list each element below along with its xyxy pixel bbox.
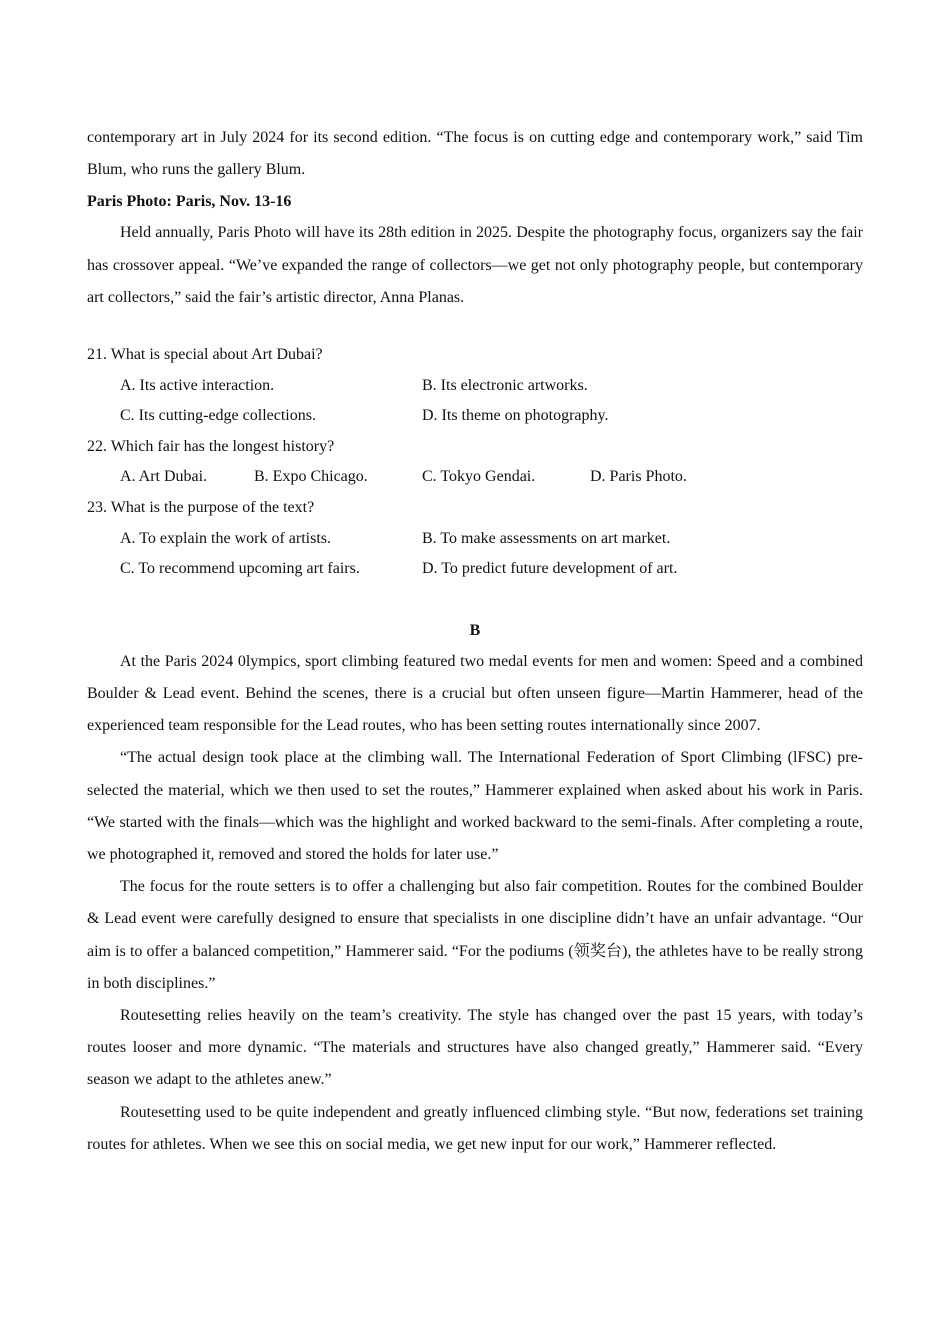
option-22-a: A. Art Dubai. bbox=[120, 468, 208, 486]
paris-photo-heading: Paris Photo: Paris, Nov. 13-16 bbox=[87, 193, 292, 211]
option-22-d: D. Paris Photo. bbox=[590, 468, 687, 486]
option-21-a: A. Its active interaction. bbox=[120, 376, 275, 394]
intro-paragraph: contemporary art in July 2024 for its second edition. “The focus is on cutting edge and contemporary work,” said Tim Blum, who runs the gallery Blum. bbox=[87, 129, 863, 179]
option-23-a: A. To explain the work of artists. bbox=[120, 529, 331, 547]
question-22-options-row bbox=[87, 462, 863, 493]
questions bbox=[87, 340, 863, 585]
document-page bbox=[87, 122, 863, 1161]
option-22-c: C. Tokyo Gendai. bbox=[422, 468, 536, 486]
question-21-options-row-1 bbox=[87, 371, 863, 402]
paris-photo-paragraph: Held annually, Paris Photo will have its 28th edition in 2025. Despite the photography focus, organizers say the fair has crossover appeal. “We’ve expanded the range of collectors—we get not only photography people, but contemporary art collectors,” said the fair’s artistic director, Anna Planas. bbox=[87, 224, 863, 306]
question-21: 21. What is special about Art Dubai? bbox=[87, 346, 323, 364]
question-22: 22. Which fair has the longest history? bbox=[87, 437, 335, 455]
section-b-paragraph-4: Routesetting relies heavily on the team’s creativity. The style has changed over the past 15 years, with today’s routes looser and more dynamic. “The materials and structures have also changed greatly,” Hammerer said. “Every season we adapt to the athletes anew.” bbox=[87, 1007, 863, 1089]
option-22-b: B. Expo Chicago. bbox=[254, 468, 368, 486]
section-b-paragraph-2: “The actual design took place at the climbing wall. The International Federation of Sport Climbing (lFSC) pre-selected the material, which we then used to set the routes,” Hammerer explained when asked about his work in Paris. “We started with the finals—which was the highlight and worked backward to the semi-finals. After completing a route, we photographed it, removed and stored the holds for later use.” bbox=[87, 749, 863, 863]
question-23-options-row-2 bbox=[87, 554, 863, 585]
section-b-heading: B bbox=[469, 621, 481, 639]
option-23-b: B. To make assessments on art market. bbox=[422, 529, 671, 547]
section-b-paragraph-1: At the Paris 2024 0lympics, sport climbing featured two medal events for men and women: Speed and a combined Boulder & Lead event. Behind the scenes, there is a crucial but often unseen figure—Martin Hammerer, head of the experienced team responsible for the Lead routes, who has been setting routes internationally since 2007. bbox=[87, 652, 863, 735]
question-21-options-row-2 bbox=[87, 401, 863, 432]
question-23-options-row-1 bbox=[87, 524, 863, 555]
option-23-d: D. To predict future development of art. bbox=[422, 560, 678, 578]
question-23: 23. What is the purpose of the text? bbox=[87, 498, 315, 516]
option-21-b: B. Its electronic artworks. bbox=[422, 376, 588, 394]
section-b-paragraph-5: Routesetting used to be quite independent and greatly influenced climbing style. “But now, federations set training routes for athletes. When we see this on social media, we get new input for our work,” Hammerer reflected. bbox=[87, 1103, 863, 1153]
section-b-paragraph-3: The focus for the route setters is to offer a challenging but also fair competition. Routes for the combined Boulder & Lead event were carefully designed to ensure that specialists in one discipline didn’t have an unfair advantage. “Our aim is to offer a balanced competition,” Hammerer said. “For the podiums (领奖台), the athletes have to be really strong in both disciplines.” bbox=[87, 878, 863, 992]
option-23-c: C. To recommend upcoming art fairs. bbox=[120, 560, 360, 578]
option-21-c: C. Its cutting-edge collections. bbox=[120, 407, 316, 425]
option-21-d: D. Its theme on photography. bbox=[422, 407, 609, 425]
